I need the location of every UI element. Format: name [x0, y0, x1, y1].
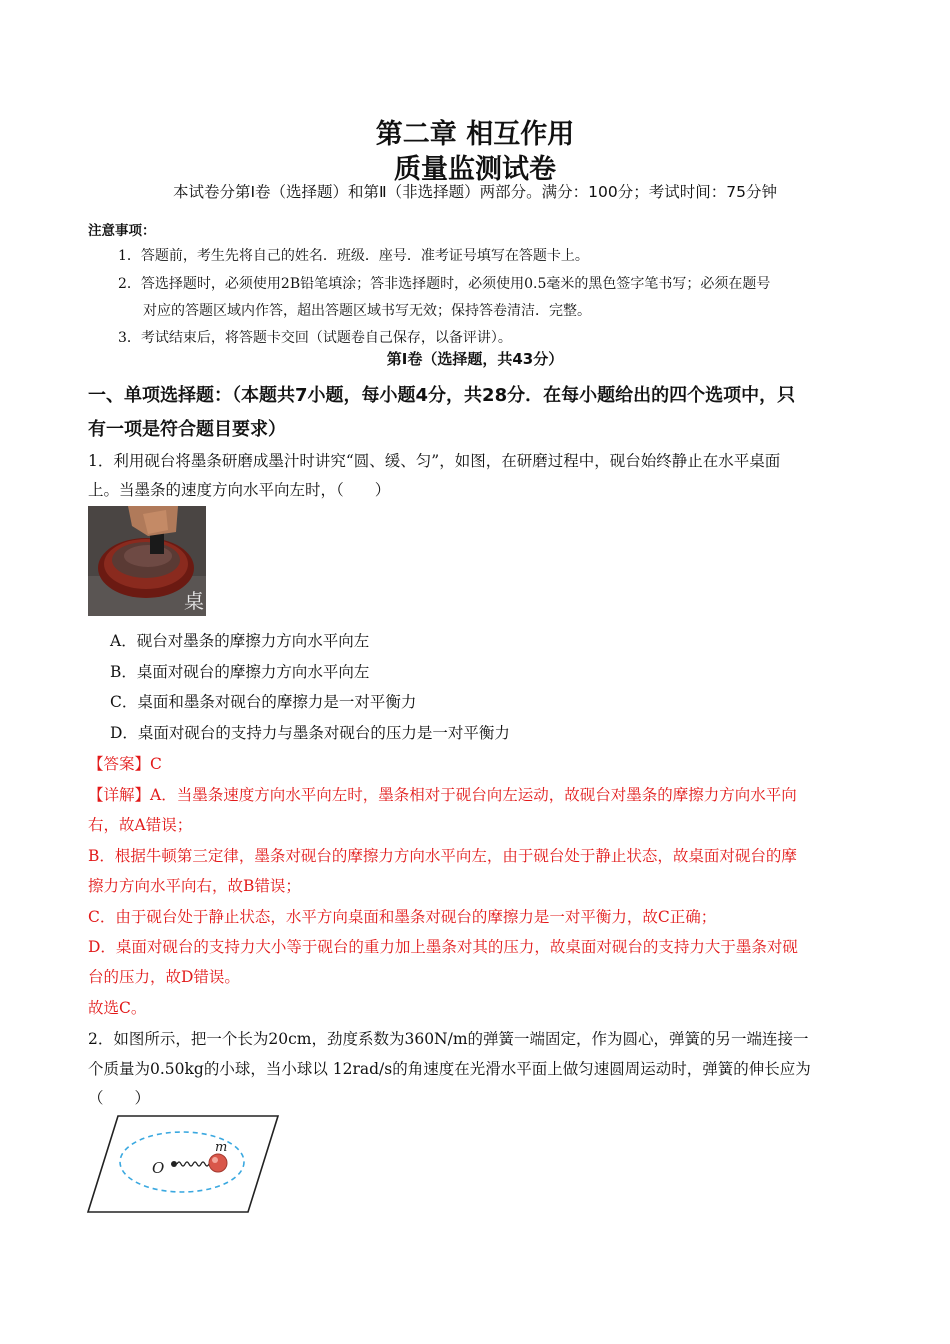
notice-item: 2．答选择题时，必须使用2B铅笔填涂；答非选择题时，必须使用0.5毫米的黑色签字笔书写；必须在题号 [118, 276, 771, 292]
explanation-line: C．由于砚台处于静止状态，水平方向桌面和墨条对砚台的摩擦力是一对平衡力，故C正确； [88, 908, 717, 926]
question-stem: 个质量为0.50kg的小球，当小球以 12rad/s的角速度在光滑水平面上做匀速圆周运动时，弹簧的伸长应为 [88, 1060, 811, 1078]
notice-item: 对应的答题区域内作答，超出答题区域书写无效；保持答卷清洁．完整。 [143, 303, 591, 319]
explanation-line: 右，故A错误； [88, 816, 193, 834]
notice-item: 3．考试结束后，将答题卡交回（试题卷自己保存，以备评讲）。 [118, 330, 512, 346]
inkstone-photo [88, 506, 206, 616]
explanation-line: D．桌面对砚台的支持力大小等于砚台的重力加上墨条对其的压力，故桌面对砚台的支持力大于墨条对砚 [88, 938, 798, 956]
explanation-line: 【详解】A．当墨条速度方向水平向左时，墨条相对于砚台向左运动，故砚台对墨条的摩擦力方向水平向 [88, 786, 797, 804]
question-stem: 上。当墨条的速度方向水平向左时，（ ） [88, 481, 391, 499]
explanation-line: B．根据牛顿第三定律，墨条对砚台的摩擦力方向水平向左，由于砚台处于静止状态，故桌面对砚台的摩 [88, 847, 797, 865]
part-heading: 有一项是符合题目要求） [88, 419, 286, 440]
exam-subtitle: 质量监测试卷 [394, 154, 556, 185]
photo-label: 桌 [184, 589, 204, 613]
label-m: m [215, 1140, 228, 1155]
notice-item: 1．答题前，考生先将自己的姓名．班级．座号．准考证号填写在答题卡上。 [118, 248, 589, 264]
spring-diagram [86, 1110, 286, 1220]
notice-heading: 注意事项： [88, 223, 156, 239]
chapter-title: 第二章 相互作用 [375, 119, 575, 150]
option-a: A．砚台对墨条的摩擦力方向水平向左 [110, 632, 370, 650]
option-b: B．桌面对砚台的摩擦力方向水平向左 [110, 663, 370, 681]
exam-intro: 本试卷分第Ⅰ卷（选择题）和第Ⅱ（非选择题）两部分。满分：100分；考试时间：75分钟 [172, 183, 777, 201]
option-d: D．桌面对砚台的支持力与墨条对砚台的压力是一对平衡力 [110, 724, 510, 742]
question-stem: 2．如图所示，把一个长为20cm，劲度系数为360N/m的弹簧一端固定，作为圆心，弹簧的另一端连接一 [88, 1030, 809, 1048]
part-heading: 一、单项选择题：（本题共7小题，每小题4分，共28分．在每小题给出的四个选项中，只 [88, 385, 796, 406]
option-c: C．桌面和墨条对砚台的摩擦力是一对平衡力 [110, 693, 417, 711]
label-o: O [152, 1159, 165, 1177]
section-title: 第Ⅰ卷（选择题，共43分） [386, 350, 564, 368]
conclusion: 故选C。 [88, 999, 147, 1017]
question-stem: 1．利用砚台将墨条研磨成墨汁时讲究“圆、缓、匀”，如图，在研磨过程中，砚台始终静止在水平桌面 [88, 452, 781, 470]
explanation-line: 擦力方向水平向右，故B错误； [88, 877, 301, 895]
explanation-line: 台的压力，故D错误。 [88, 968, 240, 986]
question-stem: （ ） [88, 1089, 151, 1107]
answer: 【答案】C [88, 755, 162, 773]
